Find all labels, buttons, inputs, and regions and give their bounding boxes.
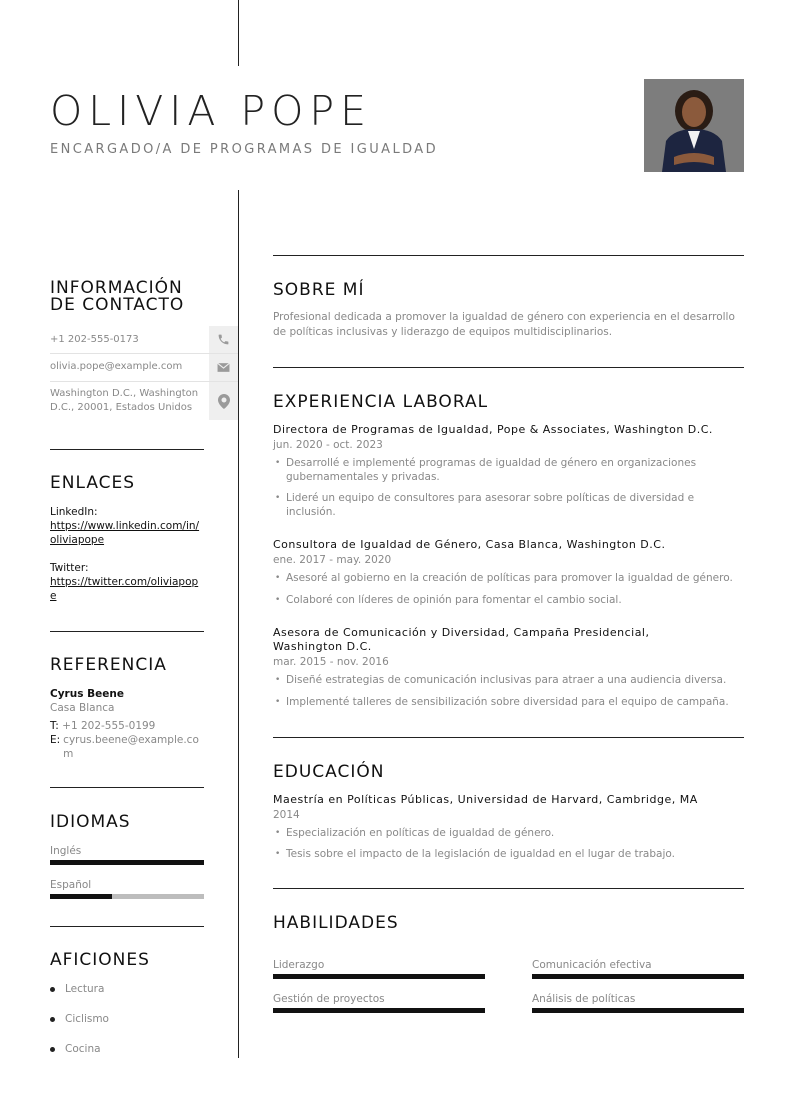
bullet-dot bbox=[50, 1017, 55, 1022]
contact-address: Washington D.C., Washington D.C., 20001, Estados Unidos bbox=[50, 388, 199, 413]
contact-address-row bbox=[50, 382, 238, 420]
profile-photo bbox=[644, 79, 744, 172]
envelope-icon bbox=[209, 354, 238, 381]
reference-email: cyrus.beene@example.com bbox=[63, 734, 199, 760]
reference-company: Casa Blanca bbox=[50, 702, 115, 714]
hobby-label: Ciclismo bbox=[65, 1013, 109, 1025]
skills-heading: HABILIDADES bbox=[273, 913, 399, 933]
job-dates: jun. 2020 - oct. 2023 bbox=[273, 439, 383, 451]
education-bullet: • Especialización en políticas de igualdad de género. bbox=[275, 827, 555, 839]
divider-hobbies bbox=[50, 926, 204, 927]
divider-column bbox=[238, 190, 239, 1058]
divider-reference bbox=[50, 631, 204, 632]
contact-phone: +1 202-555-0173 bbox=[50, 334, 139, 345]
contact-heading-line2: DE CONTACTO bbox=[50, 295, 185, 315]
bullet-dot bbox=[50, 1047, 55, 1052]
experience-heading: EXPERIENCIA LABORAL bbox=[273, 392, 489, 412]
job-bullet: • Colaboré con líderes de opinión para fomentar el cambio social. bbox=[275, 594, 622, 606]
bullet-dot bbox=[50, 987, 55, 992]
education-heading: EDUCACIÓN bbox=[273, 762, 385, 782]
divider-skills bbox=[273, 888, 744, 889]
contact-heading bbox=[50, 280, 184, 314]
hobby-label: Lectura bbox=[65, 983, 105, 995]
hobby-label: Cocina bbox=[65, 1043, 101, 1055]
links-heading: ENLACES bbox=[50, 473, 136, 493]
skill-level-bar bbox=[532, 1008, 744, 1013]
education-year: 2014 bbox=[273, 809, 300, 821]
about-text: Profesional dedicada a promover la igualdad de género con experiencia en el desarrollo de políticas inclusivas y liderazgo de equipos multidisciplinarios. bbox=[273, 311, 735, 338]
language-level-bar bbox=[50, 894, 204, 899]
divider-experience bbox=[273, 367, 744, 368]
job-bullet: • Lideré un equipo de consultores para asesorar sobre políticas de diversidad e inclusión. bbox=[275, 492, 695, 518]
language-name: Inglés bbox=[50, 845, 82, 857]
education-bullet: • Tesis sobre el impacto de la legislación de igualdad en el lugar de trabajo. bbox=[275, 848, 675, 860]
reference-phone-line bbox=[50, 719, 204, 733]
divider-links bbox=[50, 449, 204, 450]
skill-level-bar bbox=[273, 974, 485, 979]
divider-languages bbox=[50, 787, 204, 788]
reference-heading: REFERENCIA bbox=[50, 655, 167, 675]
language-level-fill bbox=[50, 894, 112, 899]
job-title: Asesora de Comunicación y Diversidad, Campaña Presidencial, Washington D.C. bbox=[273, 626, 650, 653]
reference-phone: +1 202-555-0199 bbox=[62, 720, 156, 732]
candidate-name: OLIVIA POPE bbox=[50, 87, 373, 135]
about-heading: SOBRE MÍ bbox=[273, 280, 365, 300]
skill-label: Comunicación efectiva bbox=[532, 959, 652, 971]
job-bullet: • Asesoré al gobierno en la creación de políticas para promover la igualdad de género. bbox=[275, 572, 733, 584]
twitter-label: Twitter: bbox=[50, 562, 89, 574]
hobby-item bbox=[50, 1043, 101, 1055]
contact-email-row bbox=[50, 354, 238, 382]
job-bullet: • Diseñé estrategias de comunicación inclusivas para atraer a una audiencia diversa. bbox=[275, 674, 727, 686]
reference-phone-label: T: bbox=[50, 720, 59, 732]
reference-name: Cyrus Beene bbox=[50, 688, 124, 700]
job-title: Consultora de Igualdad de Género, Casa Blanca, Washington D.C. bbox=[273, 538, 666, 551]
link-linkedin bbox=[50, 505, 200, 547]
skill-label: Gestión de proyectos bbox=[273, 993, 385, 1005]
contact-heading-line1: INFORMACIÓN bbox=[50, 278, 183, 298]
divider-about bbox=[273, 255, 744, 256]
linkedin-label: LinkedIn: bbox=[50, 506, 98, 518]
divider-top bbox=[238, 0, 239, 66]
candidate-title: ENCARGADO/A DE PROGRAMAS DE IGUALDAD bbox=[50, 142, 438, 157]
skill-label: Liderazgo bbox=[273, 959, 325, 971]
link-twitter bbox=[50, 561, 200, 603]
job-dates: mar. 2015 - nov. 2016 bbox=[273, 656, 389, 668]
hobby-item bbox=[50, 1013, 109, 1025]
job-dates: ene. 2017 - may. 2020 bbox=[273, 554, 392, 566]
portrait-image bbox=[644, 79, 744, 172]
linkedin-url[interactable]: https://www.linkedin.com/in/oliviapope bbox=[50, 520, 200, 546]
hobby-item bbox=[50, 983, 104, 995]
twitter-url[interactable]: https://twitter.com/oliviapope bbox=[50, 576, 199, 602]
reference-email-label: E: bbox=[50, 734, 61, 746]
divider-education bbox=[273, 737, 744, 738]
skill-level-bar bbox=[532, 974, 744, 979]
hobbies-heading: AFICIONES bbox=[50, 950, 150, 970]
skill-level-bar bbox=[273, 1008, 485, 1013]
language-level-fill bbox=[50, 860, 204, 865]
reference-block bbox=[50, 687, 204, 761]
contact-email: olivia.pope@example.com bbox=[50, 361, 183, 372]
skill-label: Análisis de políticas bbox=[532, 993, 636, 1005]
job-title: Directora de Programas de Igualdad, Pope & Associates, Washington D.C. bbox=[273, 423, 713, 436]
languages-heading: IDIOMAS bbox=[50, 812, 131, 832]
language-level-bar bbox=[50, 860, 204, 865]
job-bullet: • Desarrollé e implementé programas de igualdad de género en organizaciones gubernamentales y privadas. bbox=[275, 457, 697, 483]
map-pin-icon bbox=[209, 382, 238, 420]
phone-icon bbox=[209, 326, 238, 353]
contact-phone-row bbox=[50, 326, 238, 354]
education-degree: Maestría en Políticas Públicas, Universidad de Harvard, Cambridge, MA bbox=[273, 793, 698, 806]
reference-email-line bbox=[50, 733, 204, 761]
job-bullet: • Implementé talleres de sensibilización sobre diversidad para el equipo de campaña. bbox=[275, 696, 729, 708]
language-name: Español bbox=[50, 879, 92, 891]
